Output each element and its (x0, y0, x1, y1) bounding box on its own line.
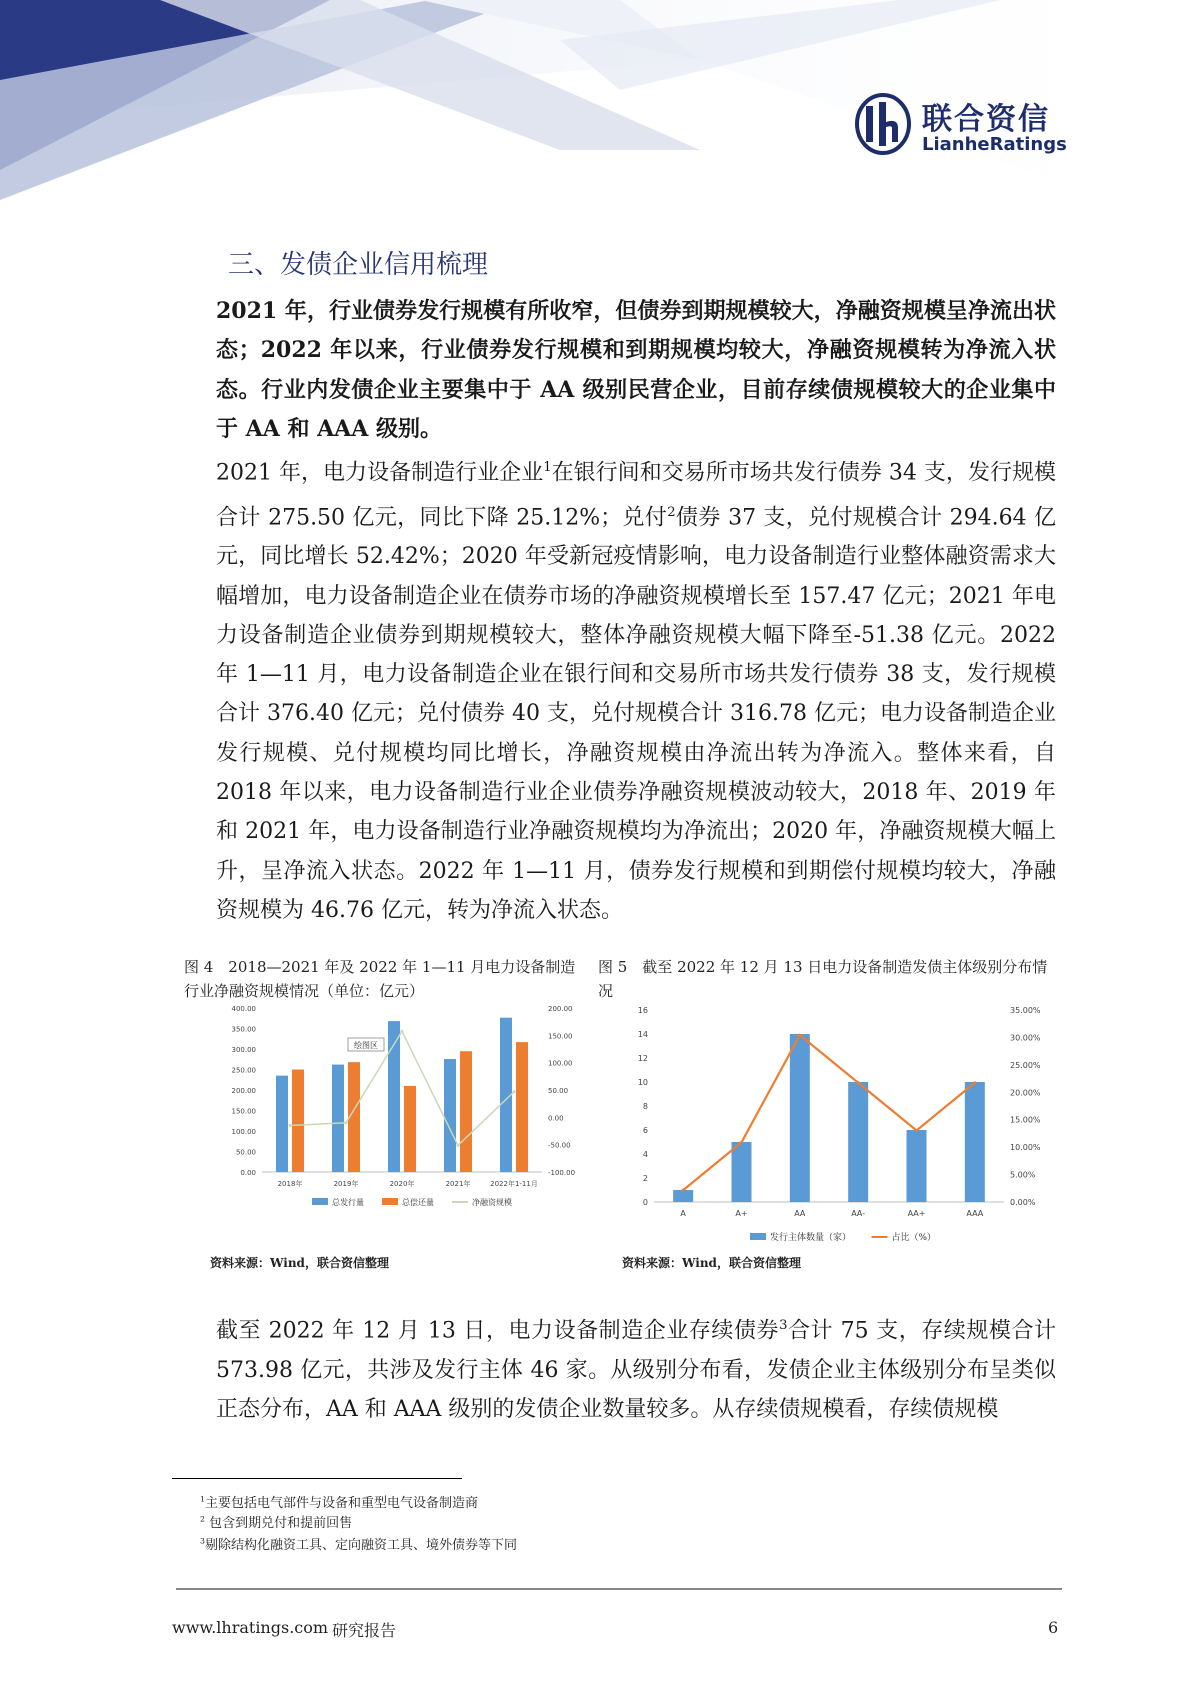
brand-name-en: LianheRatings (922, 134, 1067, 155)
fig5-legend-label: 发行主体数量（家） (770, 1233, 852, 1242)
fig5-bar-1 (673, 1190, 693, 1202)
fig5-line-point (973, 1081, 976, 1084)
fig5-ytick-left: 8 (642, 1102, 648, 1111)
logo-mark-icon (852, 92, 914, 156)
fig5-bar-1 (790, 1034, 810, 1202)
paragraph-1-part-c: 债券 37 支，兑付规模合计 294.64 亿元，同比增长 52.42%；2020 年受新冠疫情影响，电力设备制造行业整体融资需求大幅增加，电力设备制造企业在债券市场的净融资规模增长至 157.47 亿元；2021 年电力设备制造企业债券到期规模较大，整体净融资规模大幅下降至-51.38 亿元。2022 年 1—11 月，电力设备制造企业在银行间和交易所市场共发行债券 38 支，发行规模合计 376.40 亿元；兑付债券 40 支，兑付规模合计 316.78 亿元；电力设备制造企业发行规模、兑付规模均同比增长，净融资规模由净流出转为净流入。整体来看，自 2018 年以来，电力设备制造行业企业债券净融资规模波动较大，2018 年、2019 年和 2021 年，电力设备制造行业净融资规模均为净流出；2020 年，净融资规模大幅上升，呈净流入状态。2022 年 1—11 月，债券发行规模和到期偿付规模均较大，净融资规模为 46.76 亿元，转为净流入状态。 (216, 504, 1056, 923)
fig4-ytick-right: 150.00 (548, 1032, 573, 1041)
page-number: 6 (1048, 1618, 1059, 1637)
fig4-bar-1 (276, 1076, 288, 1172)
fig5-ytick-left: 10 (637, 1078, 648, 1087)
fig5-xtick: AAA (966, 1209, 984, 1218)
footnote-ref-1: 1 (543, 460, 552, 475)
fig5-ytick-left: 2 (642, 1174, 648, 1183)
fig4-bar-2 (404, 1086, 416, 1172)
fig5-bar-1 (907, 1130, 927, 1202)
footer-url[interactable]: www.lhratings.com (172, 1618, 329, 1637)
lead-paragraph (172, 292, 1056, 449)
fig4-bar-2 (292, 1070, 304, 1173)
fig4-ytick-right: 0.00 (548, 1114, 564, 1123)
fig4-annotation: 绘图区 (354, 1041, 378, 1050)
fig4-line-point (513, 1090, 516, 1093)
fig5-legend-label: 占比（%） (891, 1233, 937, 1242)
fig4-ytick-right: 200.00 (548, 1005, 573, 1013)
fig5-ytick-right: 35.00% (1010, 1006, 1041, 1015)
fig5-ytick-left: 14 (637, 1030, 648, 1039)
fig4-line-point (401, 1030, 404, 1033)
paragraph-2-part-a: 截至 2022 年 12 月 13 日，电力设备制造企业存续债券 (216, 1318, 780, 1344)
fig5-bar-1 (732, 1142, 752, 1202)
fig4-ytick-left: 350.00 (231, 1025, 256, 1034)
paragraph-1-part-b: 在银行间和交易所市场共发行债券 34 支，发行规模合计 275.50 亿元，同比下降 25.12%；兑付 (216, 460, 1057, 530)
fig4-ytick-right: -100.00 (548, 1169, 576, 1177)
fig5-xtick: A+ (735, 1209, 748, 1218)
fig4-bar-2 (516, 1042, 528, 1172)
fig4-ytick-left: 400.00 (231, 1005, 256, 1013)
fig5-ytick-right: 10.00% (1010, 1143, 1041, 1153)
fig5-line-point (682, 1189, 685, 1192)
fig4-line-point (289, 1124, 292, 1127)
fig5-line-point (798, 1034, 801, 1037)
footnote-2: $^2$ 包含到期兑付和提前回售 (200, 1514, 353, 1531)
footnote-ref-2: 2 (667, 504, 676, 520)
fig5-xtick: AA- (851, 1209, 866, 1218)
footer-label: 研究报告 (332, 1621, 397, 1640)
section-title: 三、发债企业信用梳理 (228, 250, 489, 280)
fig5-line-point (915, 1129, 918, 1132)
footnote-divider (172, 1478, 462, 1479)
fig5-xtick: AA (794, 1209, 806, 1218)
fig4-ytick-right: 50.00 (548, 1087, 569, 1095)
fig4-ytick-left: 150.00 (231, 1107, 256, 1116)
fig4-line-series (290, 1031, 514, 1145)
brand-logo (852, 92, 1067, 162)
footer-divider (176, 1588, 1062, 1590)
fig4-bar-1 (444, 1059, 456, 1172)
fig5-legend-swatch (750, 1233, 766, 1240)
figure-4-caption: 图 4 2018—2021 年及 2022 年 1—11 月电力设备制造行业净融资规模情况（单位：亿元） (184, 958, 576, 1000)
fig4-xtick: 2020年 (389, 1180, 415, 1188)
fig5-xtick: A (680, 1209, 686, 1218)
paragraph-1-part-a: 2021 年，电力设备制造行业企业 (216, 460, 544, 486)
fig5-ytick-right: 30.00% (1010, 1033, 1041, 1043)
figure-4-chart (222, 1002, 592, 1214)
fig4-legend-label: 净融资规模 (472, 1198, 512, 1207)
fig4-ytick-left: 250.00 (231, 1066, 256, 1075)
fig5-ytick-left: 6 (642, 1126, 648, 1135)
fig4-line-point (345, 1121, 348, 1124)
fig5-ytick-right: 20.00% (1010, 1088, 1041, 1098)
fig5-ytick-left: 4 (642, 1150, 648, 1159)
fig4-xtick: 2022年1-11月 (490, 1180, 538, 1188)
fig4-xtick: 2018年 (277, 1180, 303, 1188)
fig4-xtick: 2021年 (445, 1180, 471, 1188)
figure-5-caption: 图 5 截至 2022 年 12 月 13 日电力设备制造发债主体级别分布情况 (598, 958, 1048, 1000)
fig4-legend-label: 总偿还量 (402, 1198, 434, 1207)
figure-5-source: 资料来源：Wind，联合资信整理 (622, 1256, 801, 1270)
fig5-xtick: AA+ (907, 1209, 926, 1218)
fig4-ytick-right: 100.00 (548, 1059, 573, 1068)
brand-name-cn: 联合资信 (922, 102, 1050, 137)
fig5-ytick-right: 25.00% (1010, 1060, 1041, 1070)
fig4-legend-label: 总发行量 (332, 1198, 364, 1207)
fig4-line-point (457, 1144, 460, 1147)
fig5-ytick-left: 16 (637, 1006, 648, 1015)
fig4-bar-2 (460, 1051, 472, 1172)
fig4-xtick: 2019年 (333, 1180, 359, 1188)
fig4-ytick-left: 100.00 (231, 1128, 256, 1136)
footnote-3: $^3$剔除结构化融资工具、定向融资工具、境外债券等下同 (200, 1536, 517, 1553)
paragraph-2 (172, 1306, 1056, 1429)
fig5-line-point (740, 1141, 743, 1144)
fig4-ytick-left: 300.00 (231, 1046, 256, 1054)
fig5-ytick-right: 0.00% (1010, 1198, 1036, 1207)
footnote-1: $^1$主要包括电气部件与设备和重型电气设备制造商 (200, 1494, 478, 1511)
fig5-ytick-right: 15.00% (1010, 1115, 1041, 1125)
paragraph-2-part-b: 合计 75 支，存续规模合计 573.98 亿元，共涉及发行主体 46 家。从级别分布看，发债企业主体级别分布呈类似正态分布，AA 和 AAA 级别的发债企业数量较多。从存续债规模看，存续债规模 (216, 1318, 1056, 1422)
fig4-legend-swatch (312, 1198, 328, 1205)
fig4-bar-1 (332, 1065, 344, 1172)
fig5-ytick-right: 5.00% (1010, 1170, 1036, 1180)
fig4-legend-swatch (382, 1198, 398, 1205)
fig5-line-series (683, 1035, 975, 1190)
fig4-ytick-left: 50.00 (235, 1148, 256, 1157)
fig4-ytick-left: 200.00 (231, 1087, 256, 1095)
fig5-bar-1 (848, 1082, 868, 1202)
fig5-ytick-left: 12 (637, 1054, 648, 1063)
fig5-ytick-left: 0 (642, 1198, 648, 1207)
paragraph-1 (172, 448, 1056, 930)
figure-5-chart (632, 1002, 1064, 1242)
fig5-bar-1 (965, 1082, 985, 1202)
fig4-ytick-right: -50.00 (548, 1141, 571, 1150)
fig5-line-point (857, 1081, 860, 1084)
fig4-ytick-left: 0.00 (240, 1169, 256, 1177)
lead-paragraph-text: 2021 年，行业债券发行规模有所收窄，但债券到期规模较大，净融资规模呈净流出状态；2022 年以来，行业债券发行规模和到期规模均较大，净融资规模转为净流入状态。行业内发债企业主要集中于 AA 级别民营企业，目前存续债规模较大的企业集中于 AA 和 AAA 级别。 (216, 298, 1056, 442)
figure-4-source: 资料来源：Wind，联合资信整理 (210, 1256, 389, 1270)
footnote-ref-3: 3 (779, 1318, 788, 1333)
